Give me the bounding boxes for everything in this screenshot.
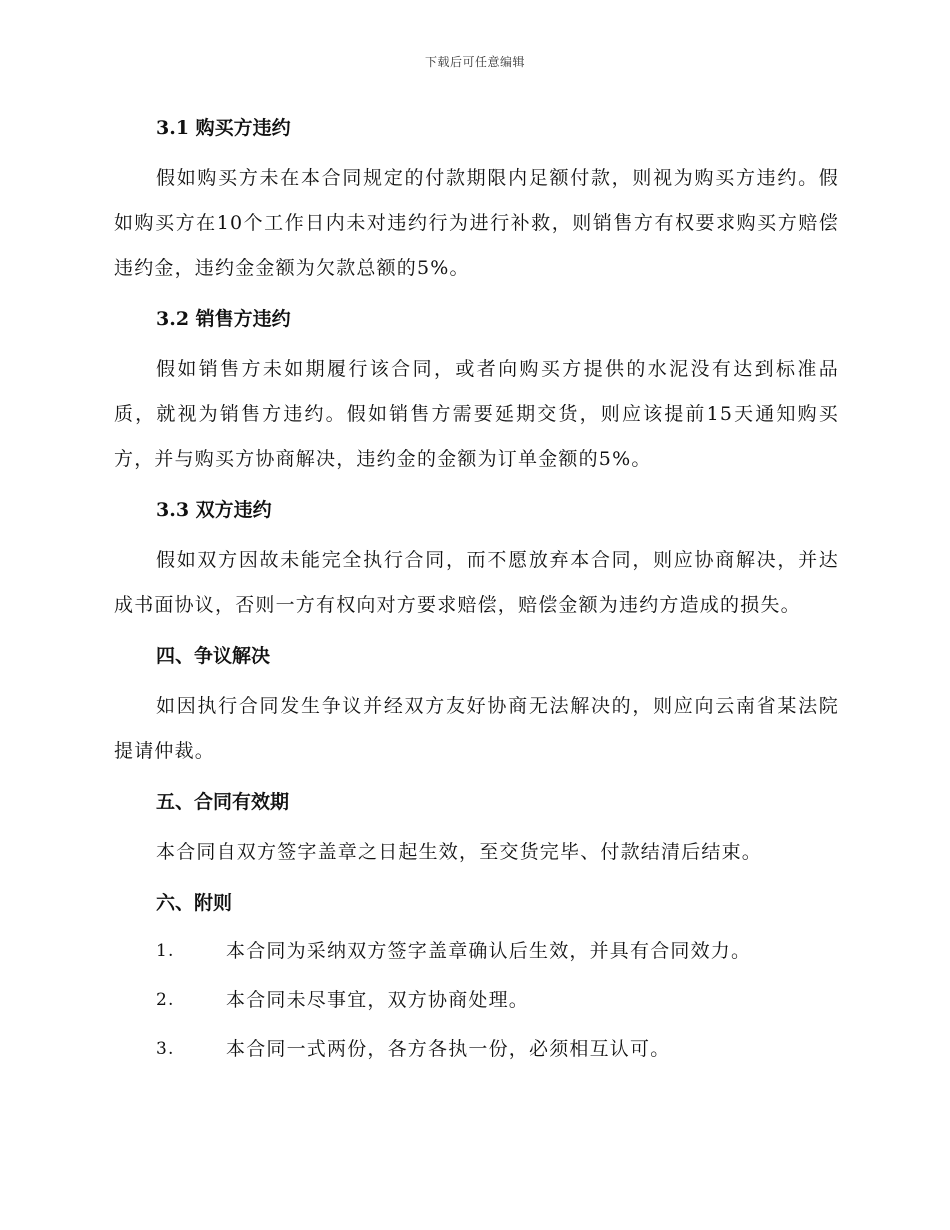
section-paragraph-3-2: 假如销售方未如期履行该合同，或者向购买方提供的水泥没有达到标准品质，就视为销售方违约。假如销售方需要延期交货，则应该提前15天通知购买方，并与购买方协商解决，违约金的金额为订单金额的5%。	[114, 358, 839, 470]
section-paragraph-validity: 本合同自双方签字盖章之日起生效，至交货完毕、付款结清后结束。	[156, 841, 763, 863]
section-heading-dispute: 四、争议解决	[156, 645, 271, 667]
list-item-text: 本合同未尽事宜，双方协商处理。	[226, 989, 530, 1011]
list-item	[114, 980, 839, 1020]
list-item-number: 3.	[156, 1039, 175, 1059]
document-body	[114, 108, 839, 1078]
section-heading-3-1: 3.1 购买方违约	[156, 117, 291, 139]
header-note: 下载后可任意编辑	[424, 55, 525, 69]
section-heading-validity: 五、合同有效期	[156, 791, 290, 813]
section-heading-appendix: 六、附则	[156, 892, 233, 914]
list-item	[114, 931, 839, 971]
section-paragraph-3-3: 假如双方因故未能完全执行合同，而不愿放弃本合同，则应协商解决，并达成书面协议，否则一方有权向对方要求赔偿，赔偿金额为违约方造成的损失。	[114, 549, 839, 616]
list-item	[114, 1029, 839, 1069]
section-heading-3-3: 3.3 双方违约	[156, 499, 272, 521]
list-item-text: 本合同一式两份，各方各执一份，必须相互认可。	[226, 1038, 671, 1060]
list-item-text: 本合同为采纳双方签字盖章确认后生效，并具有合同效力。	[226, 940, 752, 962]
section-paragraph-3-1: 假如购买方未在本合同规定的付款期限内足额付款，则视为购买方违约。假如购买方在10个工作日内未对违约行为进行补救，则销售方有权要求购买方赔偿违约金，违约金金额为欠款总额的5%。	[114, 167, 839, 279]
list-item-number: 1.	[156, 941, 175, 961]
section-heading-3-2: 3.2 销售方违约	[156, 308, 291, 330]
section-paragraph-dispute: 如因执行合同发生争议并经双方友好协商无法解决的，则应向云南省某法院提请仲裁。	[114, 695, 839, 762]
list-item-number: 2.	[156, 990, 175, 1010]
